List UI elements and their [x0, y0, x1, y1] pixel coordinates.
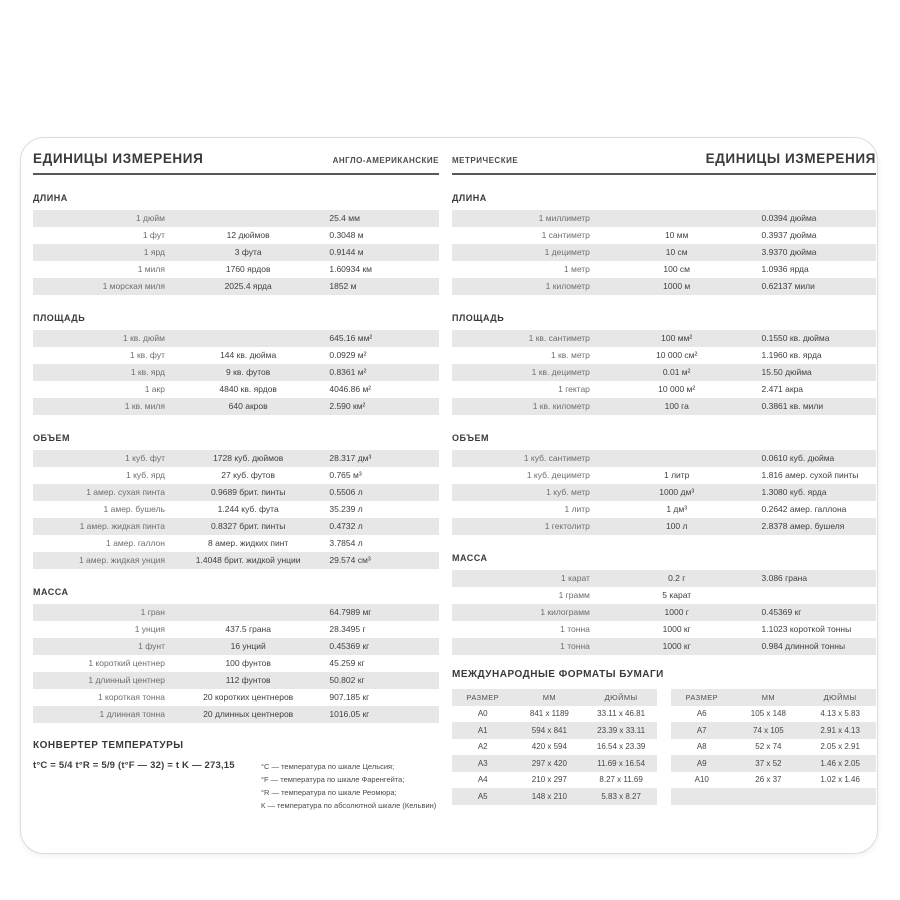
table-row — [671, 722, 876, 739]
column-header-mm: ММ — [761, 692, 776, 702]
paper-table-header — [452, 689, 657, 706]
table-row — [33, 261, 439, 278]
table-cell: 0.0929 м² — [329, 350, 367, 360]
table-row — [33, 364, 439, 381]
table-cell: 0.4732 л — [329, 521, 363, 531]
table-row — [33, 244, 439, 261]
table-cell: 1 унция — [134, 624, 165, 634]
table-cell: 10 000 м² — [658, 384, 696, 394]
units-table-mass — [33, 604, 439, 723]
page-title: ЕДИНИЦЫ ИЗМЕРЕНИЯ — [705, 151, 876, 166]
table-row — [452, 739, 657, 756]
table-row — [452, 518, 876, 535]
table-row — [452, 788, 657, 805]
section-title: ДЛИНА — [452, 193, 487, 203]
table-row — [452, 587, 876, 604]
table-cell: 27 куб. футов — [221, 470, 276, 480]
right-panel-header — [452, 151, 876, 175]
table-cell: 1 дюйм — [135, 213, 165, 223]
units-system-label: МЕТРИЧЕСКИЕ — [452, 156, 519, 165]
column-header-size: РАЗМЕР — [466, 692, 500, 702]
table-cell: A0 — [477, 709, 488, 719]
table-cell: 0.9144 м — [329, 247, 364, 257]
table-cell: 100 га — [664, 401, 689, 411]
table-cell: 0.3937 дюйма — [761, 230, 817, 240]
table-cell: 0.765 м³ — [329, 470, 362, 480]
table-row — [33, 706, 439, 723]
table-cell: 1 амер. жидкая пинта — [79, 521, 165, 531]
table-cell: 1000 г — [664, 607, 689, 617]
table-row — [452, 347, 876, 364]
section-area — [33, 313, 439, 415]
table-cell: 1.02 x 1.46 — [820, 775, 860, 785]
table-cell: 1000 кг — [662, 641, 691, 651]
units-table-area — [452, 330, 876, 415]
table-row — [33, 484, 439, 501]
table-cell: A9 — [696, 758, 707, 768]
units-table-volume — [452, 450, 876, 535]
temperature-formula: t°C = 5/4 t°R = 5/9 (t°F — 32) = t K — 273,15 — [33, 760, 235, 771]
table-row — [452, 501, 876, 518]
paper-table-a6-a10 — [671, 689, 876, 805]
table-cell: 1 грамм — [558, 590, 590, 600]
table-cell: 1 кв. ярд — [130, 367, 165, 377]
table-row — [33, 398, 439, 415]
table-row — [33, 227, 439, 244]
table-row — [33, 518, 439, 535]
temperature-converter-title: КОНВЕРТЕР ТЕМПЕРАТУРЫ — [33, 740, 184, 751]
table-cell: 9 кв. футов — [226, 367, 271, 377]
table-cell: 12 дюймов — [226, 230, 270, 240]
table-cell: 100 л — [665, 521, 688, 531]
table-cell: 5.83 x 8.27 — [601, 791, 641, 801]
table-cell: 0.8361 м² — [329, 367, 367, 377]
table-cell: 33.11 x 46.81 — [597, 709, 646, 719]
table-cell: A8 — [696, 742, 707, 752]
table-row — [452, 484, 876, 501]
table-cell: 0.45369 кг — [329, 641, 370, 651]
table-cell: 1.3080 куб. ярда — [761, 487, 827, 497]
table-row — [33, 604, 439, 621]
table-cell: 3 фута — [234, 247, 262, 257]
temperature-note: °F — температура по шкале Фаренгейта; — [261, 775, 405, 784]
table-cell: 10 мм — [664, 230, 689, 240]
table-cell: 1000 дм³ — [659, 487, 695, 497]
table-cell: 0.01 м² — [662, 367, 691, 377]
table-row — [33, 689, 439, 706]
table-cell: 1 гектолитр — [544, 521, 590, 531]
temperature-notes — [261, 760, 436, 812]
table-cell: 112 фунтов — [225, 675, 271, 685]
table-cell: 1 короткая тонна — [97, 692, 165, 702]
table-row — [33, 638, 439, 655]
table-row — [33, 278, 439, 295]
table-row — [452, 467, 876, 484]
table-cell: 3.9370 дюйма — [761, 247, 817, 257]
table-cell: 20 длинных центнеров — [203, 709, 294, 719]
table-row — [33, 655, 439, 672]
table-cell: 1 литр — [663, 470, 690, 480]
table-cell: 1.0936 ярда — [761, 264, 809, 274]
table-cell: 210 x 297 — [531, 775, 567, 785]
table-cell: 1 амер. сухая пинта — [86, 487, 165, 497]
table-row — [452, 450, 876, 467]
temperature-note: °C — температура по шкале Цельсия; — [261, 762, 395, 771]
table-cell: 420 x 594 — [531, 742, 567, 752]
table-cell: 15.50 дюйма — [761, 367, 812, 377]
table-cell: 45.259 кг — [329, 658, 365, 668]
table-cell: 2.8378 амер. бушеля — [761, 521, 845, 531]
table-cell: 1016.05 кг — [329, 709, 370, 719]
table-cell: 20 коротких центнеров — [203, 692, 294, 702]
units-table-mass — [452, 570, 876, 655]
table-cell: 29.574 см³ — [329, 555, 371, 565]
table-cell: 1 кв. метр — [550, 350, 590, 360]
table-cell: 1 куб. ярд — [126, 470, 165, 480]
table-row — [33, 467, 439, 484]
table-row — [452, 772, 657, 789]
table-cell: 4.13 x 5.83 — [820, 709, 860, 719]
table-cell: A5 — [477, 791, 488, 801]
table-cell: 594 x 841 — [531, 725, 567, 735]
table-cell: 1 дециметр — [544, 247, 590, 257]
table-cell: 0.62137 мили — [761, 281, 815, 291]
temperature-converter — [33, 740, 439, 812]
table-cell: 2.91 x 4.13 — [820, 725, 860, 735]
column-header-mm: ММ — [542, 692, 557, 702]
table-cell: 1.1960 кв. ярда — [761, 350, 822, 360]
table-row — [671, 772, 876, 789]
table-cell: 4840 кв. ярдов — [219, 384, 277, 394]
table-cell: 1 короткий центнер — [88, 658, 165, 668]
section-mass — [452, 553, 876, 655]
table-cell: 37 x 52 — [755, 758, 782, 768]
table-row — [452, 722, 657, 739]
table-cell: 1 амер. жидкая унция — [78, 555, 165, 565]
table-cell: A6 — [696, 709, 707, 719]
table-cell: 4046.86 м² — [329, 384, 372, 394]
table-cell: 1 тонна — [560, 641, 590, 651]
section-volume — [452, 433, 876, 535]
section-title: ДЛИНА — [33, 193, 68, 203]
table-cell: 0.0394 дюйма — [761, 213, 817, 223]
table-cell: 1.60934 км — [329, 264, 373, 274]
table-cell: 1 длинная тонна — [99, 709, 165, 719]
table-row — [33, 347, 439, 364]
table-cell: 0.9689 брит. пинты — [210, 487, 286, 497]
table-cell: 1 морская миля — [102, 281, 165, 291]
table-cell: 105 x 148 — [750, 709, 786, 719]
table-cell: 50.802 кг — [329, 675, 365, 685]
table-cell: 64.7989 мг — [329, 607, 372, 617]
units-table-length — [33, 210, 439, 295]
table-cell: 1 длинный центнер — [88, 675, 165, 685]
table-cell: 1760 ярдов — [225, 264, 271, 274]
table-cell: 100 мм² — [661, 333, 693, 343]
table-cell: 2.590 км² — [329, 401, 366, 411]
table-cell: 297 x 420 — [531, 758, 567, 768]
table-row — [33, 381, 439, 398]
table-cell: 1 дм³ — [666, 504, 688, 514]
table-cell: 148 x 210 — [531, 791, 567, 801]
table-row — [33, 621, 439, 638]
table-row — [452, 381, 876, 398]
units-table-area — [33, 330, 439, 415]
table-row — [452, 261, 876, 278]
column-header-inches: ДЮЙМЫ — [604, 692, 638, 702]
table-cell: 1 миля — [137, 264, 165, 274]
paper-table-header — [671, 689, 876, 706]
table-cell: 23.39 x 33.11 — [597, 725, 646, 735]
table-cell: A10 — [694, 775, 709, 785]
table-cell: 1 метр — [563, 264, 590, 274]
table-cell: 1000 м — [663, 281, 691, 291]
left-panel-header — [33, 151, 439, 175]
table-cell: 1 миллиметр — [538, 213, 590, 223]
anglo-american-units-panel — [33, 151, 439, 812]
table-row — [33, 501, 439, 518]
table-cell: 5 карат — [662, 590, 692, 600]
table-cell: 11.69 x 16.54 — [597, 758, 646, 768]
table-cell: 0.984 длинной тонны — [761, 641, 846, 651]
table-cell: 1 куб. сантиметр — [523, 453, 590, 463]
paper-table-a0-a5 — [452, 689, 657, 805]
table-row — [671, 788, 876, 805]
units-table-length — [452, 210, 876, 295]
table-cell: 1.46 x 2.05 — [820, 758, 860, 768]
table-row — [671, 755, 876, 772]
table-cell: 1 километр — [545, 281, 590, 291]
table-row — [33, 330, 439, 347]
table-cell: 1 куб. фут — [125, 453, 165, 463]
table-cell: 1852 м — [329, 281, 357, 291]
table-cell: 1 кв. сантиметр — [528, 333, 590, 343]
table-cell: 1 кв. фут — [129, 350, 165, 360]
table-row — [452, 364, 876, 381]
units-table-volume — [33, 450, 439, 569]
table-cell: 100 см — [663, 264, 691, 274]
paper-table-rows — [671, 706, 876, 805]
table-cell: 2025.4 ярда — [224, 281, 272, 291]
section-title: ПЛОЩАДЬ — [452, 313, 505, 323]
table-cell: 1 кв. километр — [532, 401, 590, 411]
table-cell: 1728 куб. дюймов — [213, 453, 284, 463]
table-cell: 0.5506 л — [329, 487, 363, 497]
table-cell: 100 фунтов — [225, 658, 271, 668]
table-cell: 640 акров — [228, 401, 268, 411]
paper-table-rows — [452, 706, 657, 805]
table-cell: 841 x 1189 — [529, 709, 569, 719]
table-row — [671, 739, 876, 756]
table-cell: 0.45369 кг — [761, 607, 802, 617]
column-header-size: РАЗМЕР — [685, 692, 719, 702]
section-length — [33, 193, 439, 295]
table-cell: 8 амер. жидких пинт — [208, 538, 289, 548]
section-title: ПЛОЩАДЬ — [33, 313, 86, 323]
table-row — [452, 278, 876, 295]
table-cell: 1 литр — [564, 504, 590, 514]
table-row — [452, 398, 876, 415]
section-title: ОБЪЕМ — [452, 433, 489, 443]
table-cell: 0.2642 амер. галлона — [761, 504, 847, 514]
table-row — [452, 755, 657, 772]
table-cell: A4 — [477, 775, 488, 785]
table-row — [452, 227, 876, 244]
page-title: ЕДИНИЦЫ ИЗМЕРЕНИЯ — [33, 151, 204, 166]
table-cell: 3.086 грана — [761, 573, 808, 583]
section-title: МАССА — [452, 553, 488, 563]
table-cell: 0.3861 кв. мили — [761, 401, 824, 411]
table-cell: 26 x 37 — [755, 775, 782, 785]
table-cell: 437.5 грана — [225, 624, 271, 634]
table-cell: 1.816 амер. сухой пинты — [761, 470, 859, 480]
column-header-inches: ДЮЙМЫ — [823, 692, 857, 702]
table-row — [452, 244, 876, 261]
paper-formats-title: МЕЖДУНАРОДНЫЕ ФОРМАТЫ БУМАГИ — [452, 669, 664, 680]
table-cell: 35.239 л — [329, 504, 363, 514]
table-cell: 144 кв. дюйма — [220, 350, 277, 360]
section-volume — [33, 433, 439, 569]
table-cell: 907.185 кг — [329, 692, 370, 702]
table-cell: 1 гран — [140, 607, 165, 617]
table-cell: 1 фунт — [138, 641, 165, 651]
table-row — [33, 450, 439, 467]
table-cell: A1 — [477, 725, 488, 735]
table-cell: 28.3495 г — [329, 624, 366, 634]
table-row — [33, 210, 439, 227]
table-cell: 1 куб. метр — [546, 487, 590, 497]
section-mass — [33, 587, 439, 723]
table-row — [452, 570, 876, 587]
table-cell: 1 кв. миля — [124, 401, 165, 411]
table-cell: 52 x 74 — [755, 742, 782, 752]
table-row — [33, 535, 439, 552]
table-cell: 1 кв. дюйм — [122, 333, 165, 343]
table-cell: 1 сантиметр — [541, 230, 590, 240]
table-cell: 2.05 x 2.91 — [820, 742, 860, 752]
table-cell: A2 — [477, 742, 488, 752]
section-title: МАССА — [33, 587, 69, 597]
table-cell: 1 килограмм — [540, 607, 590, 617]
table-cell: 8.27 x 11.69 — [599, 775, 643, 785]
table-row — [452, 210, 876, 227]
table-cell: 1 амер. бушель — [103, 504, 165, 514]
table-cell: 645.16 мм² — [329, 333, 373, 343]
section-length — [452, 193, 876, 295]
table-cell: 3.7854 л — [329, 538, 363, 548]
table-cell: 0.3048 м — [329, 230, 364, 240]
table-cell: 16 унций — [230, 641, 266, 651]
table-cell: 1 тонна — [560, 624, 590, 634]
table-cell: A7 — [696, 725, 707, 735]
table-cell: 10 см — [665, 247, 688, 257]
table-cell: 1 фут — [142, 230, 165, 240]
table-cell: 0.1550 кв. дюйма — [761, 333, 830, 343]
table-cell: 1 куб. дециметр — [526, 470, 590, 480]
table-cell: 1 кв. дециметр — [531, 367, 590, 377]
table-cell: 1.1023 короткой тонны — [761, 624, 852, 634]
table-cell: 25.4 мм — [329, 213, 360, 223]
table-cell: 1.244 куб. фута — [217, 504, 279, 514]
table-row — [452, 638, 876, 655]
table-row — [452, 706, 657, 723]
section-title: ОБЪЕМ — [33, 433, 70, 443]
table-cell: 1 амер. галлон — [106, 538, 165, 548]
table-cell: 0.2 г — [668, 573, 686, 583]
section-area — [452, 313, 876, 415]
reference-page — [20, 137, 878, 854]
table-cell: 16.54 x 23.39 — [596, 742, 646, 752]
units-system-label: АНГЛО-АМЕРИКАНСКИЕ — [332, 156, 439, 165]
table-row — [671, 706, 876, 723]
table-cell: 1 ярд — [143, 247, 165, 257]
table-cell: 1.4048 брит. жидкой унции — [195, 555, 301, 565]
table-row — [452, 621, 876, 638]
table-cell: 1 акр — [144, 384, 165, 394]
table-cell: 0.0610 куб. дюйма — [761, 453, 835, 463]
table-cell: 1 карат — [561, 573, 590, 583]
table-row — [452, 604, 876, 621]
table-cell: 1000 кг — [662, 624, 691, 634]
table-cell: 1 гектар — [558, 384, 590, 394]
table-cell: 2.471 акра — [761, 384, 804, 394]
table-row — [33, 672, 439, 689]
table-cell: 74 x 105 — [753, 725, 784, 735]
table-cell: 28.317 дм³ — [329, 453, 372, 463]
metric-units-panel — [452, 151, 876, 812]
paper-formats — [452, 669, 876, 805]
table-cell: 0.8327 брит. пинты — [210, 521, 286, 531]
table-cell: 10 000 см² — [656, 350, 698, 360]
table-cell: A3 — [477, 758, 488, 768]
table-row — [452, 330, 876, 347]
temperature-note: К — температура по абсолютной шкале (Кельвин) — [261, 801, 437, 810]
table-row — [33, 552, 439, 569]
temperature-note: °R — температура по шкале Реомюра; — [261, 788, 397, 797]
